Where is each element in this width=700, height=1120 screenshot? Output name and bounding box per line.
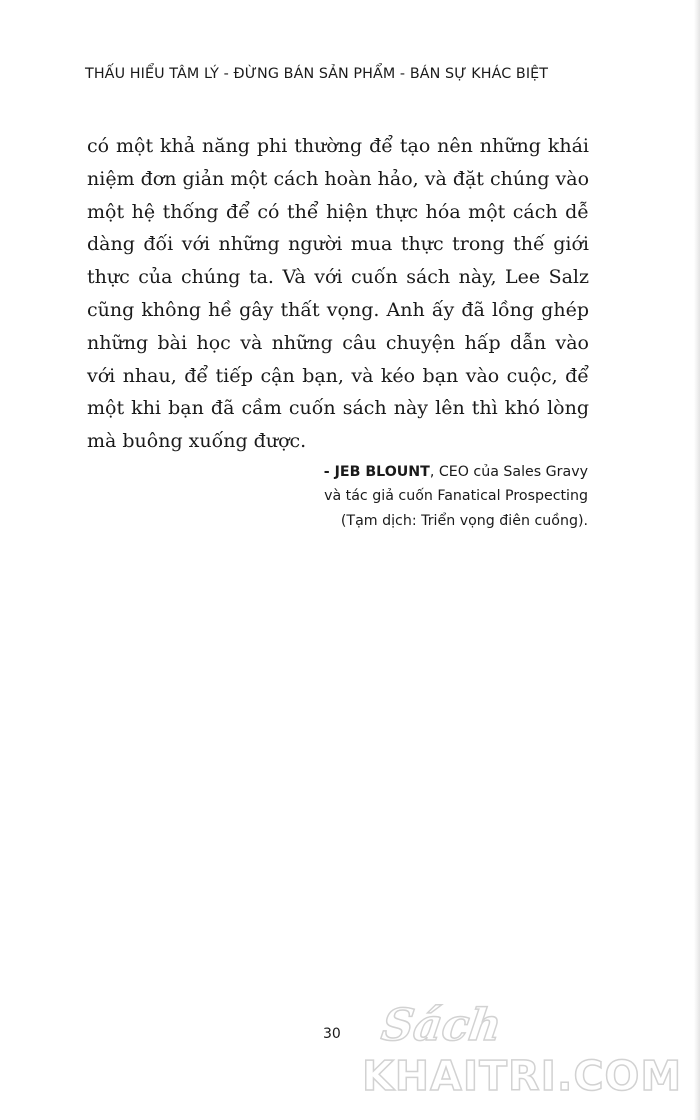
body-line: cũng không hề gây thất vọng. Anh ấy đã lồng ghép — [87, 298, 589, 321]
body-line: niệm đơn giản một cách hoàn hảo, và đặt chúng vào — [87, 167, 590, 190]
attribution-line-3: (Tạm dịch: Triển vọng điên cuồng). — [340, 512, 588, 529]
page-edge-shadow — [694, 0, 700, 1120]
body-line: mà buông xuống được. — [87, 430, 307, 453]
body-text — [87, 130, 589, 458]
watermark-logo — [362, 1000, 692, 1112]
attribution-line-2: và tác giả cuốn Fanatical Prospecting — [324, 488, 588, 505]
attribution-line-1 — [200, 460, 588, 484]
page-number: 30 — [323, 1026, 341, 1042]
body-line: những bài học và những câu chuyện hấp dẫn vào — [87, 331, 589, 354]
running-header: THẤU HIỂU TÂM LÝ - ĐỪNG BÁN SẢN PHẨM - BÁN SỰ KHÁC BIỆT — [85, 66, 549, 82]
quote-attribution — [200, 460, 588, 533]
watermark-script-text: Sách — [378, 1000, 505, 1051]
attribution-author: - JEB BLOUNT — [323, 464, 430, 480]
body-line: dàng đối với những người mua thực trong thế giới — [87, 233, 589, 256]
body-line: với nhau, để tiếp cận bạn, và kéo bạn vào cuộc, để — [87, 364, 589, 387]
body-line: một khi bạn đã cầm cuốn sách này lên thì khó lòng — [87, 397, 589, 420]
body-line: một hệ thống để có thể hiện thực hóa một cách dễ — [87, 200, 589, 223]
body-line: có một khả năng phi thường để tạo nên những khái — [87, 135, 589, 157]
watermark-brand-text: KHAITRI.COM — [362, 1052, 683, 1100]
attribution-role: , CEO của Sales Gravy — [429, 464, 588, 480]
body-line: thực của chúng ta. Và với cuốn sách này, Lee Salz — [87, 266, 589, 289]
